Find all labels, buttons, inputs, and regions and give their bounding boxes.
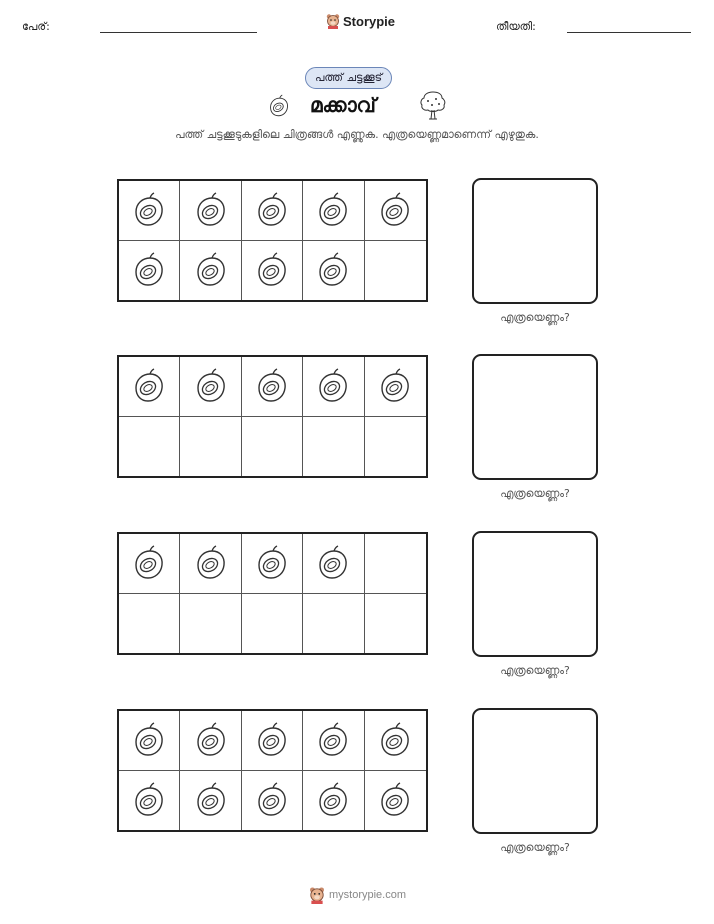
how-many-label: എത്രയെണ്ണം? (500, 664, 570, 677)
ten-frame-cell (365, 241, 426, 301)
ten-frame-cell (119, 594, 180, 654)
tree-icon (418, 89, 448, 125)
macaw-fruit-icon (191, 780, 231, 820)
name-label: പേര്: (22, 20, 50, 33)
ten-frame-3 (117, 532, 428, 655)
ten-frame-cell (303, 534, 364, 594)
ten-frame-cell (119, 417, 180, 477)
macaw-fruit-icon (129, 190, 169, 230)
ten-frame-cell (365, 534, 426, 594)
title-fruit-icon (266, 93, 292, 123)
ten-frame-cell (303, 711, 364, 771)
ten-frame-cell (242, 241, 303, 301)
ten-frame-cell (365, 417, 426, 477)
macaw-fruit-icon (191, 366, 231, 406)
macaw-fruit-icon (313, 366, 353, 406)
ten-frame-cell (242, 711, 303, 771)
ten-frame-cell (119, 771, 180, 831)
ten-frame-cell (180, 771, 241, 831)
storypie-bear-logo (326, 13, 340, 29)
answer-box-2[interactable] (472, 354, 598, 480)
answer-box-1[interactable] (472, 178, 598, 304)
brand (326, 13, 395, 29)
footer-logo-icon (309, 886, 325, 904)
ten-frame-cell (303, 181, 364, 241)
macaw-fruit-icon (252, 720, 292, 760)
ten-frame-cell (365, 771, 426, 831)
macaw-fruit-icon (313, 250, 353, 290)
ten-frame-cell (242, 771, 303, 831)
macaw-fruit-icon (191, 720, 231, 760)
ten-frame-cell (180, 241, 241, 301)
ten-frame-cell (119, 241, 180, 301)
ten-frame-cell (365, 181, 426, 241)
ten-frame-cell (119, 357, 180, 417)
macaw-fruit-icon (129, 543, 169, 583)
ten-frame-1 (117, 179, 428, 302)
ten-frame-cell (303, 594, 364, 654)
macaw-fruit-icon (313, 190, 353, 230)
ten-frame-cell (180, 711, 241, 771)
ten-frame-cell (303, 241, 364, 301)
date-line (567, 32, 691, 33)
ten-frame-cell (365, 711, 426, 771)
macaw-fruit-icon (191, 190, 231, 230)
ten-frame-cell (303, 771, 364, 831)
ten-frame-cell (119, 534, 180, 594)
footer-url: mystorypie.com (329, 889, 407, 901)
macaw-fruit-icon (252, 366, 292, 406)
ten-frame-cell (365, 594, 426, 654)
ten-frame-cell (242, 357, 303, 417)
macaw-fruit-icon (191, 250, 231, 290)
macaw-fruit-icon (129, 720, 169, 760)
name-line (100, 32, 257, 33)
answer-box-3[interactable] (472, 531, 598, 657)
macaw-fruit-icon (375, 190, 415, 230)
macaw-fruit-icon (129, 780, 169, 820)
ten-frame-cell (180, 181, 241, 241)
ten-frame-cell (365, 357, 426, 417)
ten-frame-cell (180, 357, 241, 417)
ten-frame-cell (180, 417, 241, 477)
macaw-fruit-icon (191, 543, 231, 583)
ten-frame-cell (242, 181, 303, 241)
macaw-fruit-icon (252, 190, 292, 230)
ten-frame-cell (242, 594, 303, 654)
macaw-fruit-icon (313, 780, 353, 820)
page-title: മക്കാവ് (310, 93, 376, 117)
ten-frame-4 (117, 709, 428, 832)
macaw-fruit-icon (313, 720, 353, 760)
ten-frame-cell (180, 594, 241, 654)
ten-frame-cell (119, 711, 180, 771)
macaw-fruit-icon (252, 250, 292, 290)
macaw-fruit-icon (375, 366, 415, 406)
footer (309, 886, 406, 904)
date-label: തീയതി: (496, 20, 536, 33)
macaw-fruit-icon (375, 720, 415, 760)
ten-frame-cell (119, 181, 180, 241)
answer-box-4[interactable] (472, 708, 598, 834)
macaw-fruit-icon (252, 780, 292, 820)
ten-frame-cell (242, 417, 303, 477)
macaw-fruit-icon (313, 543, 353, 583)
ten-frame-cell (303, 357, 364, 417)
macaw-fruit-icon (375, 780, 415, 820)
how-many-label: എത്രയെണ്ണം? (500, 841, 570, 854)
how-many-label: എത്രയെണ്ണം? (500, 311, 570, 324)
brand-name: Storypie (343, 13, 396, 29)
instructions: പത്ത് ചട്ടക്കൂടുകളിലെ ചിത്രങ്ങൾ എണ്ണുക. എത്രയെണ്ണമാണെന്ന് എഴുതുക. (175, 128, 539, 141)
ten-frame-cell (303, 417, 364, 477)
ten-frame-cell (242, 534, 303, 594)
ten-frame-cell (180, 534, 241, 594)
macaw-fruit-icon (252, 543, 292, 583)
macaw-fruit-icon (129, 250, 169, 290)
how-many-label: എത്രയെണ്ണം? (500, 487, 570, 500)
ten-frame-2 (117, 355, 428, 478)
topic-badge: പത്ത് ചട്ടക്കൂട് (305, 67, 392, 89)
macaw-fruit-icon (129, 366, 169, 406)
